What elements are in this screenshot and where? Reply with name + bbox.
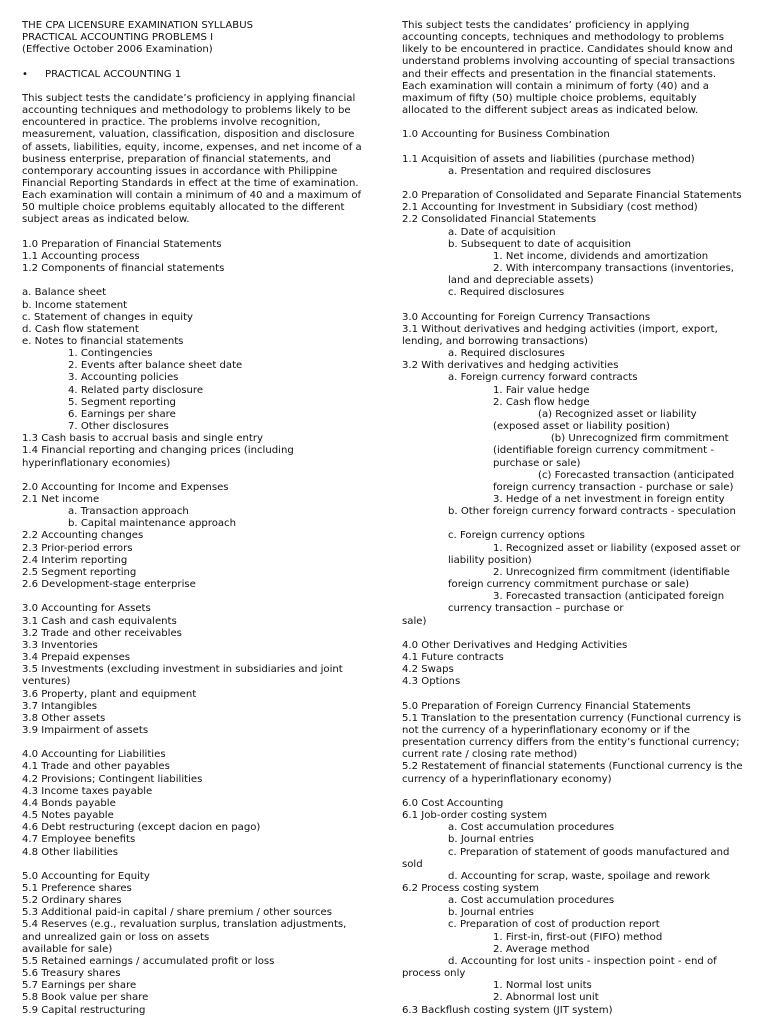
spacer xyxy=(22,227,372,239)
syllabus-line: b. Journal entries xyxy=(448,834,534,846)
syllabus-line: 5.7 Earnings per share xyxy=(22,980,137,992)
syllabus-line: understand problems involving accounting of special transactions xyxy=(402,56,735,68)
syllabus-line: foreign currency transaction - purchase or sale) xyxy=(493,481,734,493)
syllabus-line: 3.6 Property, plant and equipment xyxy=(22,688,197,700)
syllabus-line: sold xyxy=(402,858,423,870)
syllabus-line: 2.6 Development-stage enterprise xyxy=(22,579,196,591)
left-column xyxy=(22,20,372,1017)
syllabus-line: a. Date of acquisition xyxy=(448,226,556,238)
syllabus-line: 2.4 Interim reporting xyxy=(22,554,128,566)
syllabus-line: presentation currency differs from the entity’s functional currency; xyxy=(402,737,740,749)
syllabus-line: 1. First-in, first-out (FIFO) method xyxy=(493,931,663,943)
syllabus-line: 4.6 Debt restructuring (except dacion en pago) xyxy=(22,822,261,834)
syllabus-line: likely to be encountered in practice. Candidates should know and xyxy=(402,44,733,56)
syllabus-line: currency transaction – purchase or xyxy=(448,603,624,615)
section-heading xyxy=(22,69,372,81)
syllabus-line: 3.5 Investments (excluding investment in subsidiaries and joint xyxy=(22,664,343,676)
syllabus-line: 1. Fair value hedge xyxy=(493,384,590,396)
syllabus-line: b. Income statement xyxy=(22,299,128,311)
syllabus-line: 50 multiple choice problems equitably allocated to the different xyxy=(22,202,345,214)
spacer xyxy=(402,117,754,129)
syllabus-line: 4.0 Accounting for Liabilities xyxy=(22,749,166,761)
syllabus-line: currency of a hyperinflationary economy) xyxy=(402,773,612,785)
syllabus-line: This subject tests the candidate’s proficiency in applying financial xyxy=(22,92,356,104)
syllabus-line: b. Journal entries xyxy=(448,907,534,919)
syllabus-line: 6.0 Cost Accounting xyxy=(402,797,504,809)
syllabus-line: d. Accounting for scrap, waste, spoilage and rework xyxy=(448,870,710,882)
syllabus-line: 3.7 Intangibles xyxy=(22,700,98,712)
spacer xyxy=(22,737,372,749)
syllabus-line: 4.0 Other Derivatives and Hedging Activities xyxy=(402,639,628,651)
syllabus-line: 6.1 Job-order costing system xyxy=(402,810,548,822)
syllabus-line: c. Preparation of cost of production report xyxy=(448,919,660,931)
syllabus-line: 2. With intercompany transactions (inventories, xyxy=(493,263,734,275)
syllabus-line: 3. Accounting policies xyxy=(68,372,179,384)
syllabus-line: 2.3 Prior-period errors xyxy=(22,542,133,554)
syllabus-line: hyperinflationary economies) xyxy=(22,457,171,469)
syllabus-line: c. Required disclosures xyxy=(448,287,565,299)
syllabus-line: land and depreciable assets) xyxy=(448,275,594,287)
syllabus-line: accounting techniques and methodology to problems likely to be xyxy=(22,105,351,117)
syllabus-line: c. Preparation of statement of goods manufactured and xyxy=(448,846,730,858)
syllabus-line: 5.1 Preference shares xyxy=(22,882,132,894)
syllabus-line: 5.2 Ordinary shares xyxy=(22,895,122,907)
syllabus-line: Each examination will contain a minimum of 40 and a maximum of xyxy=(22,190,362,202)
syllabus-line: (a) Recognized asset or liability xyxy=(538,408,697,420)
syllabus-line: 3.8 Other assets xyxy=(22,712,106,724)
syllabus-line: ventures) xyxy=(22,676,71,688)
spacer xyxy=(22,275,372,287)
syllabus-line: 6.2 Process costing system xyxy=(402,882,540,894)
syllabus-line: e. Notes to financial statements xyxy=(22,336,184,347)
syllabus-line: 1.1 Accounting process xyxy=(22,250,140,262)
syllabus-line: and their effects and presentation in the financial statements. xyxy=(402,68,717,80)
syllabus-line: 4.8 Other liabilities xyxy=(22,846,118,858)
syllabus-line: liability position) xyxy=(448,554,532,566)
syllabus-line: a. Cost accumulation procedures xyxy=(448,822,615,834)
bullet-icon: • xyxy=(22,68,28,80)
syllabus-line: sale) xyxy=(402,615,427,627)
left-column-body xyxy=(22,93,372,1017)
syllabus-line: of assets, liabilities, equity, income, expenses, and net income of a xyxy=(22,141,362,153)
right-column-body xyxy=(402,20,754,1017)
syllabus-line: 2. Abnormal lost unit xyxy=(493,992,599,1004)
spacer xyxy=(22,470,372,482)
syllabus-line: 4.7 Employee benefits xyxy=(22,834,136,846)
syllabus-line: 1.4 Financial reporting and changing prices (including xyxy=(22,445,294,457)
syllabus-line: (b) Unrecognized firm commitment xyxy=(538,433,729,445)
syllabus-line: b. Other foreign currency forward contracts - speculation xyxy=(448,506,736,518)
syllabus-line: not the currency of a hyperinflationary economy or if the xyxy=(402,724,690,736)
syllabus-line: 6.3 Backflush costing system (JIT system) xyxy=(402,1004,613,1016)
syllabus-line: 3.1 Cash and cash equivalents xyxy=(22,615,177,627)
syllabus-line: 3.0 Accounting for Foreign Currency Transactions xyxy=(402,311,651,323)
syllabus-line: a. Required disclosures xyxy=(448,348,565,360)
syllabus-line: purchase or sale) xyxy=(493,457,581,469)
syllabus-line: accounting concepts, techniques and methodology to problems xyxy=(402,32,725,44)
syllabus-line: business enterprise, preparation of financial statements, and xyxy=(22,153,331,165)
syllabus-line: 4.5 Notes payable xyxy=(22,810,114,822)
syllabus-line: contemporary accounting issues in accordance with Philippine xyxy=(22,165,338,177)
syllabus-line: c. Statement of changes in equity xyxy=(22,311,194,323)
syllabus-line: 5. Segment reporting xyxy=(68,396,176,408)
syllabus-line: 4.3 Options xyxy=(402,676,461,688)
syllabus-line: 1.1 Acquisition of assets and liabilities (purchase method) xyxy=(402,153,695,165)
syllabus-line: 2.1 Net income xyxy=(22,494,100,506)
syllabus-line: 3.4 Prepaid expenses xyxy=(22,652,131,664)
syllabus-line: 2. Unrecognized firm commitment (identifiable xyxy=(493,566,730,578)
syllabus-line: subject areas as indicated below. xyxy=(22,214,190,226)
syllabus-line: 2.0 Preparation of Consolidated and Separate Financial Statements xyxy=(402,190,742,202)
right-column xyxy=(402,20,754,1017)
syllabus-line: 1.3 Cash basis to accrual basis and single entry xyxy=(22,433,263,445)
syllabus-line: available for sale) xyxy=(22,943,113,955)
syllabus-line: 4.2 Swaps xyxy=(402,664,454,676)
syllabus-line: 4.1 Future contracts xyxy=(402,652,504,664)
spacer xyxy=(402,518,754,530)
syllabus-line: 5.2 Restatement of financial statements (Functional currency is the xyxy=(402,761,743,773)
syllabus-line: 2. Average method xyxy=(493,943,590,955)
syllabus-line: 3.1 Without derivatives and hedging activities (import, export, xyxy=(402,323,718,335)
syllabus-line: 3.2 With derivatives and hedging activities xyxy=(402,360,619,372)
syllabus-line: 3.0 Accounting for Assets xyxy=(22,603,151,615)
syllabus-line: 4.2 Provisions; Contingent liabilities xyxy=(22,773,203,785)
syllabus-line: 2. Events after balance sheet date xyxy=(68,360,243,372)
syllabus-line: d. Cash flow statement xyxy=(22,323,139,335)
document-title: THE CPA LICENSURE EXAMINATION SYLLABUS xyxy=(22,20,253,31)
syllabus-line: a. Foreign currency forward contracts xyxy=(448,372,638,384)
syllabus-line: 3.9 Impairment of assets xyxy=(22,724,149,736)
syllabus-line: a. Presentation and required disclosures xyxy=(448,165,651,177)
syllabus-line: b. Subsequent to date of acquisition xyxy=(448,238,632,250)
syllabus-line: 4.3 Income taxes payable xyxy=(22,785,153,797)
spacer xyxy=(402,689,754,701)
syllabus-line: 3.2 Trade and other receivables xyxy=(22,627,182,639)
syllabus-line: 1. Recognized asset or liability (exposed asset or xyxy=(493,542,741,554)
syllabus-line: process only xyxy=(402,968,466,980)
syllabus-line: 5.1 Translation to the presentation currency (Functional currency is xyxy=(402,712,742,724)
syllabus-line: 5.0 Preparation of Foreign Currency Financial Statements xyxy=(402,700,691,712)
spacer xyxy=(402,178,754,190)
syllabus-line: This subject tests the candidates’ proficiency in applying xyxy=(402,20,690,31)
syllabus-line: 3. Forecasted transaction (anticipated foreign xyxy=(493,591,725,603)
syllabus-line: 5.3 Additional paid-in capital / share premium / other sources xyxy=(22,907,333,919)
syllabus-line: 1. Net income, dividends and amortization xyxy=(493,250,709,262)
effective-date: (Effective October 2006 Examination) xyxy=(22,44,213,56)
syllabus-line: 3. Hedge of a net investment in foreign entity xyxy=(493,494,725,506)
syllabus-line: c. Foreign currency options xyxy=(448,530,585,542)
syllabus-line: allocated to the different subject areas as indicated below. xyxy=(402,105,699,117)
syllabus-line: d. Accounting for lost units - inspection point - end of xyxy=(448,955,717,967)
syllabus-line: 7. Other disclosures xyxy=(68,421,169,433)
syllabus-line: (identifiable foreign currency commitment - xyxy=(493,445,714,457)
spacer xyxy=(402,142,754,154)
syllabus-line: 1. Contingencies xyxy=(68,348,153,360)
syllabus-line: 6. Earnings per share xyxy=(68,408,176,420)
syllabus-line: 5.6 Treasury shares xyxy=(22,968,121,980)
spacer xyxy=(402,628,754,640)
syllabus-line: maximum of fifty (50) multiple choice problems, equitably xyxy=(402,92,697,104)
syllabus-line: b. Capital maintenance approach xyxy=(68,518,236,530)
syllabus-line: 2. Cash flow hedge xyxy=(493,396,590,408)
syllabus-line: 5.5 Retained earnings / accumulated profit or loss xyxy=(22,955,275,967)
syllabus-line: 2.2 Accounting changes xyxy=(22,530,144,542)
syllabus-line: encountered in practice. The problems involve recognition, xyxy=(22,117,321,129)
document-subtitle: PRACTICAL ACCOUNTING PROBLEMS I xyxy=(22,32,214,44)
syllabus-line: 1. Normal lost units xyxy=(493,980,592,992)
syllabus-line: lending, and borrowing transactions) xyxy=(402,336,588,347)
syllabus-line: 5.4 Reserves (e.g., revaluation surplus, translation adjustments, xyxy=(22,919,347,931)
syllabus-line: 4.4 Bonds payable xyxy=(22,797,116,809)
syllabus-line: foreign currency commitment purchase or sale) xyxy=(448,579,690,591)
syllabus-line: 5.0 Accounting for Equity xyxy=(22,870,150,882)
syllabus-line: a. Cost accumulation procedures xyxy=(448,895,615,907)
spacer xyxy=(402,300,754,312)
spacer xyxy=(22,81,372,93)
syllabus-line: measurement, valuation, classification, disposition and disclosure xyxy=(22,129,355,141)
syllabus-line: (c) Forecasted transaction (anticipated xyxy=(538,469,735,481)
syllabus-line: and unrealized gain or loss on assets xyxy=(22,931,210,943)
syllabus-line: Each examination will contain a minimum of forty (40) and a xyxy=(402,80,709,92)
syllabus-line: Financial Reporting Standards in effect at the time of examination. xyxy=(22,178,359,189)
syllabus-line: 2.0 Accounting for Income and Expenses xyxy=(22,481,229,493)
syllabus-line: a. Balance sheet xyxy=(22,287,107,299)
syllabus-line: current rate / closing rate method) xyxy=(402,749,578,761)
spacer xyxy=(22,591,372,603)
syllabus-line: 2.2 Consolidated Financial Statements xyxy=(402,214,597,226)
syllabus-line: 2.5 Segment reporting xyxy=(22,566,137,578)
syllabus-line: 2.1 Accounting for Investment in Subsidiary (cost method) xyxy=(402,202,698,214)
syllabus-line: 5.9 Capital restructuring xyxy=(22,1004,146,1016)
syllabus-line: (exposed asset or liability position) xyxy=(493,421,670,433)
syllabus-line: 1.0 Preparation of Financial Statements xyxy=(22,238,222,250)
syllabus-line: 3.3 Inventories xyxy=(22,639,98,651)
spacer xyxy=(22,859,372,871)
spacer xyxy=(402,786,754,798)
syllabus-line: 1.0 Accounting for Business Combination xyxy=(402,129,610,141)
syllabus-line: 1.2 Components of financial statements xyxy=(22,263,225,275)
syllabus-line: 4.1 Trade and other payables xyxy=(22,761,170,773)
syllabus-line: 5.8 Book value per share xyxy=(22,992,149,1004)
syllabus-line: 4. Related party disclosure xyxy=(68,384,204,396)
section-heading-label: PRACTICAL ACCOUNTING 1 xyxy=(45,68,182,80)
syllabus-line: a. Transaction approach xyxy=(68,506,189,518)
spacer xyxy=(22,56,372,68)
